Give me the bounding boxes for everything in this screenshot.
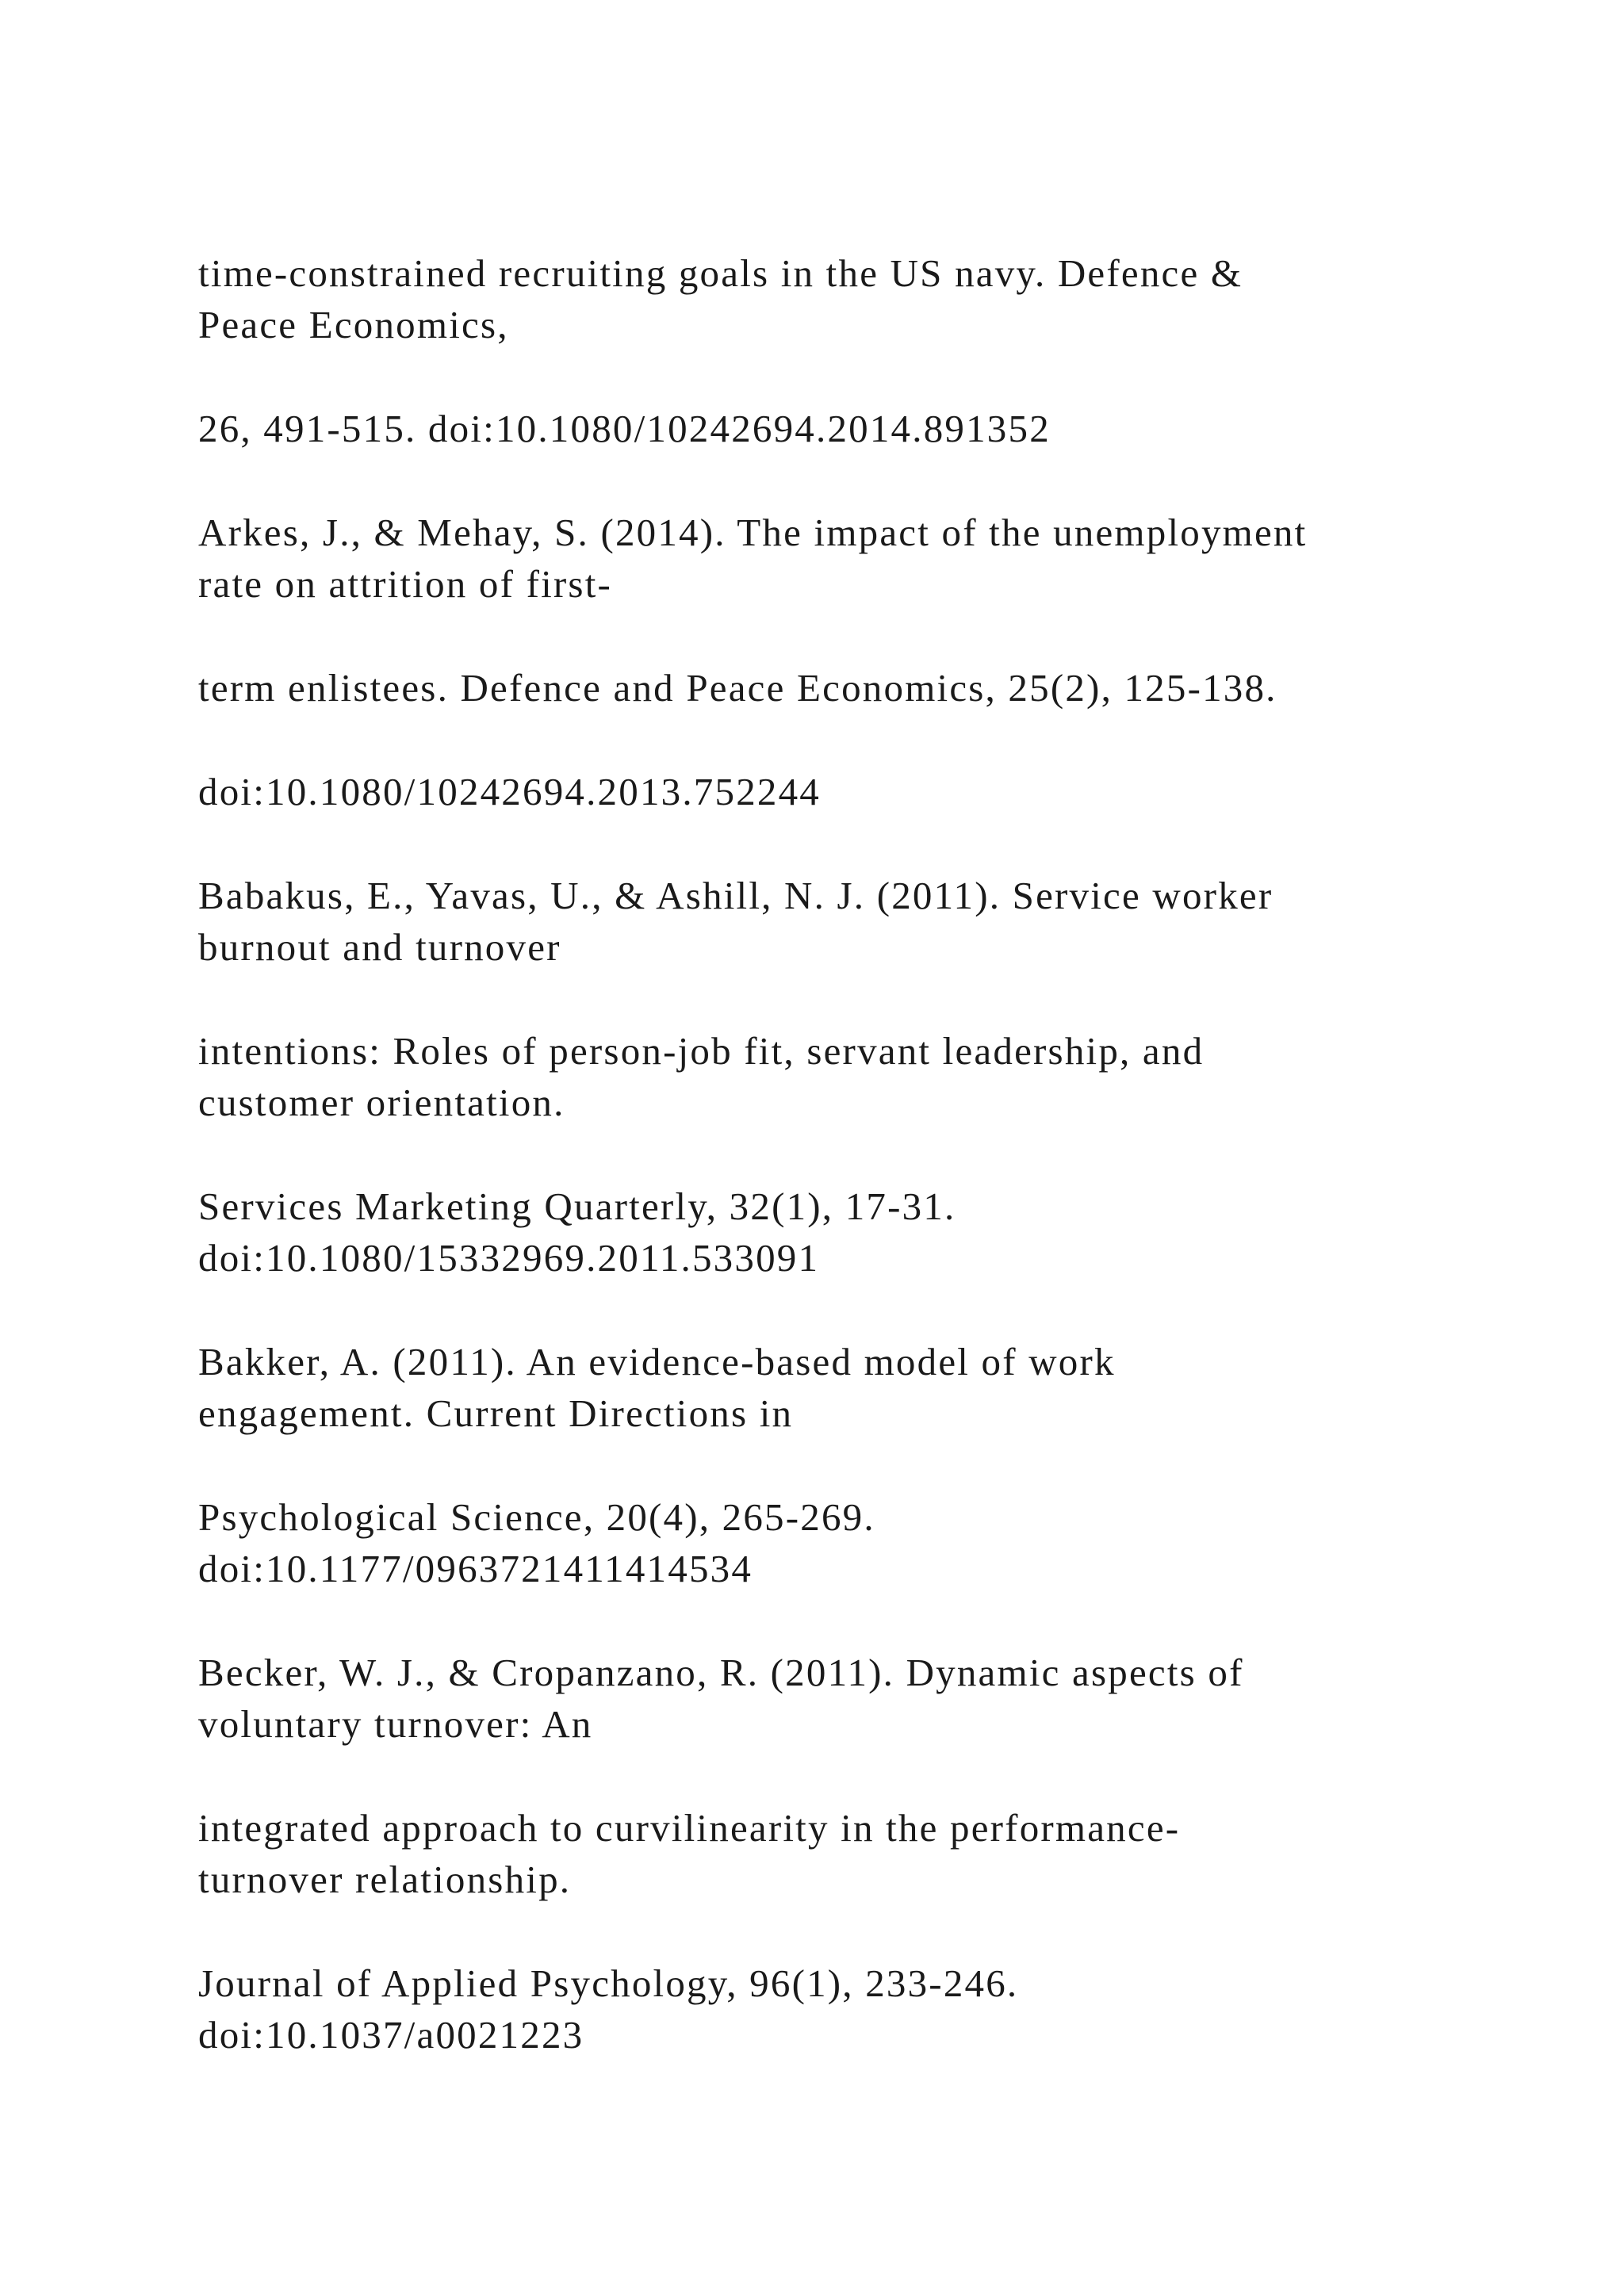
text-line: Journal of Applied Psychology, 96(1), 233-246.	[198, 1961, 1019, 2005]
text-line: doi:10.1080/10242694.2013.752244	[198, 770, 821, 813]
reference-paragraph	[198, 1802, 1483, 1905]
text-line: Services Marketing Quarterly, 32(1), 17-31.	[198, 1184, 956, 1228]
reference-paragraph	[198, 507, 1483, 610]
text-line: Arkes, J., & Mehay, S. (2014). The impact of the unemployment	[198, 511, 1308, 554]
reference-paragraph	[198, 247, 1483, 350]
text-line: doi:10.1080/15332969.2011.533091	[198, 1236, 820, 1280]
reference-paragraph	[198, 1025, 1483, 1128]
text-line: 26, 491-515. doi:10.1080/10242694.2014.891352	[198, 407, 1051, 450]
text-line: term enlistees. Defence and Peace Economics, 25(2), 125-138.	[198, 666, 1277, 710]
reference-paragraph	[198, 1336, 1483, 1439]
reference-paragraph	[198, 1181, 1483, 1284]
text-line: Peace Economics,	[198, 303, 509, 346]
text-line: turnover relationship.	[198, 1858, 572, 1901]
reference-paragraph	[198, 1957, 1483, 2061]
text-line: Becker, W. J., & Cropanzano, R. (2011). Dynamic aspects of	[198, 1651, 1244, 1694]
reference-paragraph	[198, 1647, 1483, 1750]
text-line: intentions: Roles of person-job fit, servant leadership, and	[198, 1029, 1205, 1073]
reference-paragraph	[198, 662, 1483, 714]
text-line: burnout and turnover	[198, 925, 561, 969]
reference-paragraph	[198, 1491, 1483, 1594]
reference-list	[198, 247, 1483, 2113]
text-line: Psychological Science, 20(4), 265-269.	[198, 1495, 875, 1539]
text-line: engagement. Current Directions in	[198, 1391, 794, 1435]
text-line: doi:10.1037/a0021223	[198, 2013, 584, 2057]
text-line: Babakus, E., Yavas, U., & Ashill, N. J. (2011). Service worker	[198, 874, 1274, 917]
text-line: time-constrained recruiting goals in the US navy. Defence &	[198, 251, 1243, 295]
text-line: customer orientation.	[198, 1081, 565, 1124]
reference-paragraph	[198, 403, 1483, 454]
text-line: voluntary turnover: An	[198, 1702, 593, 1746]
text-line: integrated approach to curvilinearity in the performance-	[198, 1806, 1181, 1850]
text-line: Bakker, A. (2011). An evidence-based model of work	[198, 1340, 1116, 1383]
reference-paragraph	[198, 870, 1483, 973]
text-line: doi:10.1177/0963721411414534	[198, 1547, 753, 1590]
text-line: rate on attrition of first-	[198, 562, 613, 606]
reference-paragraph	[198, 766, 1483, 817]
